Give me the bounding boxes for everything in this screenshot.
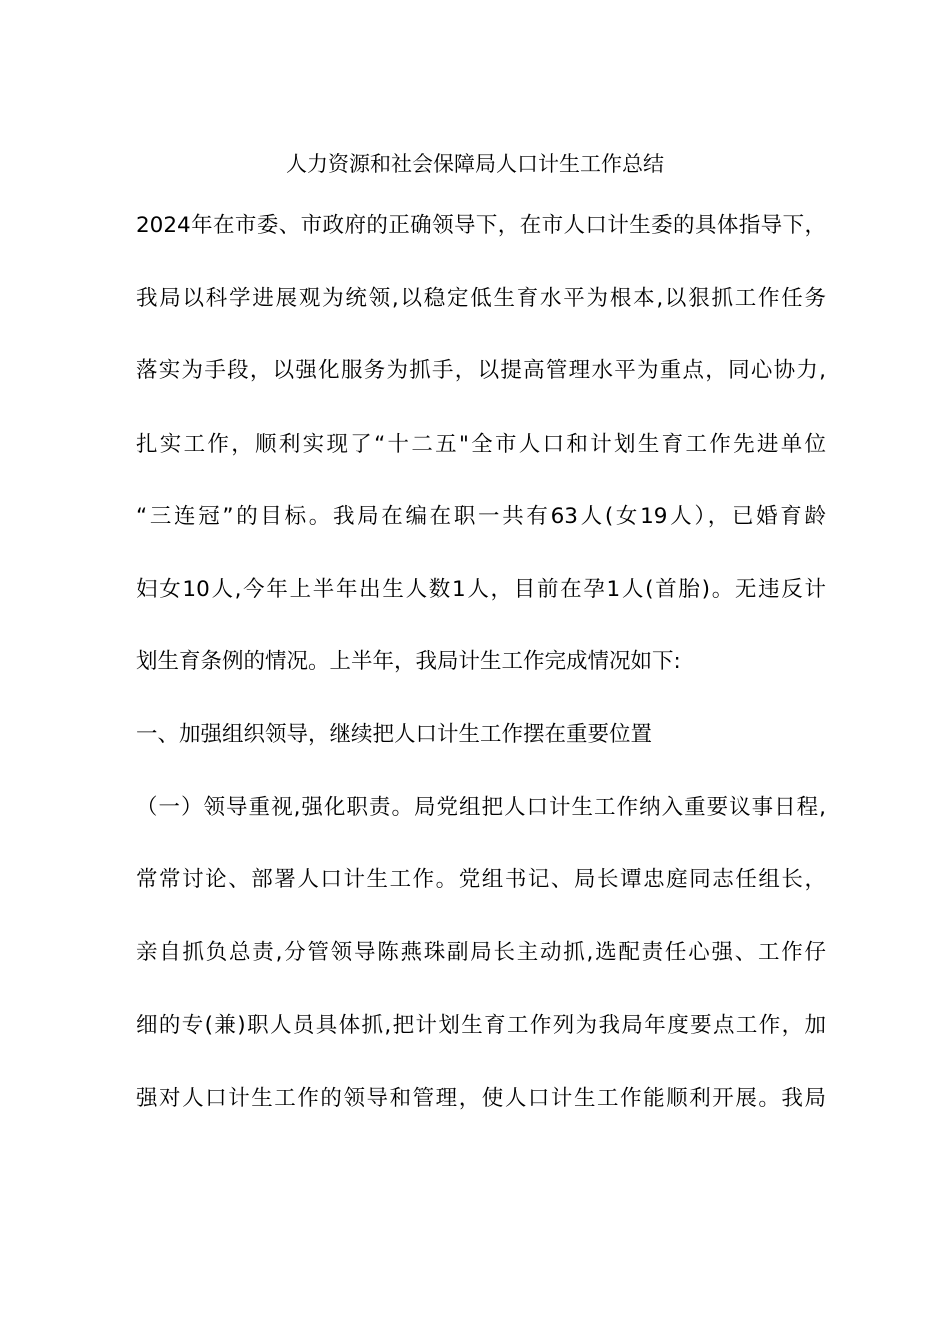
paragraph-line: 我局以科学进展观为统领,以稳定低生育水平为根本,以狠抓工作任务 xyxy=(136,286,826,311)
paragraph-line: 2024年在市委、市政府的正确领导下，在市人口计生委的具体指导下， xyxy=(136,213,826,238)
paragraph-line: 细的专(兼)职人员具体抓,把计划生育工作列为我局年度要点工作，加 xyxy=(136,1013,826,1038)
paragraph-line: 妇女10人,今年上半年出生人数1人，目前在孕1人(首胎)。无违反计 xyxy=(136,577,826,602)
paragraph-line: 划生育条例的情况。上半年，我局计生工作完成情况如下: xyxy=(136,649,681,674)
paragraph-line: 落实为手段，以强化服务为抓手，以提高管理水平为重点，同心协力, xyxy=(136,358,826,383)
paragraph-line: 亲自抓负总责,分管领导陈燕珠副局长主动抓,选配责任心强、工作仔 xyxy=(136,940,826,965)
paragraph-line: 强对人口计生工作的领导和管理，使人口计生工作能顺利开展。我局 xyxy=(136,1086,826,1111)
paragraph-line: “三连冠”的目标。我局在编在职一共有63人(女19人），已婚育龄 xyxy=(136,504,826,529)
paragraph-line: （一）领导重视,强化职责。局党组把人口计生工作纳入重要议事日程, xyxy=(136,795,826,820)
section-heading: 一、加强组织领导，继续把人口计生工作摆在重要位置 xyxy=(136,722,653,747)
paragraph-line: 常常讨论、部署人口计生工作。党组书记、局长谭忠庭同志任组长， xyxy=(136,867,826,892)
document-title: 人力资源和社会保障局人口计生工作总结 xyxy=(286,152,664,176)
paragraph-line: 扎实工作，顺利实现了“十二五"全市人口和计划生育工作先进单位 xyxy=(136,432,826,457)
